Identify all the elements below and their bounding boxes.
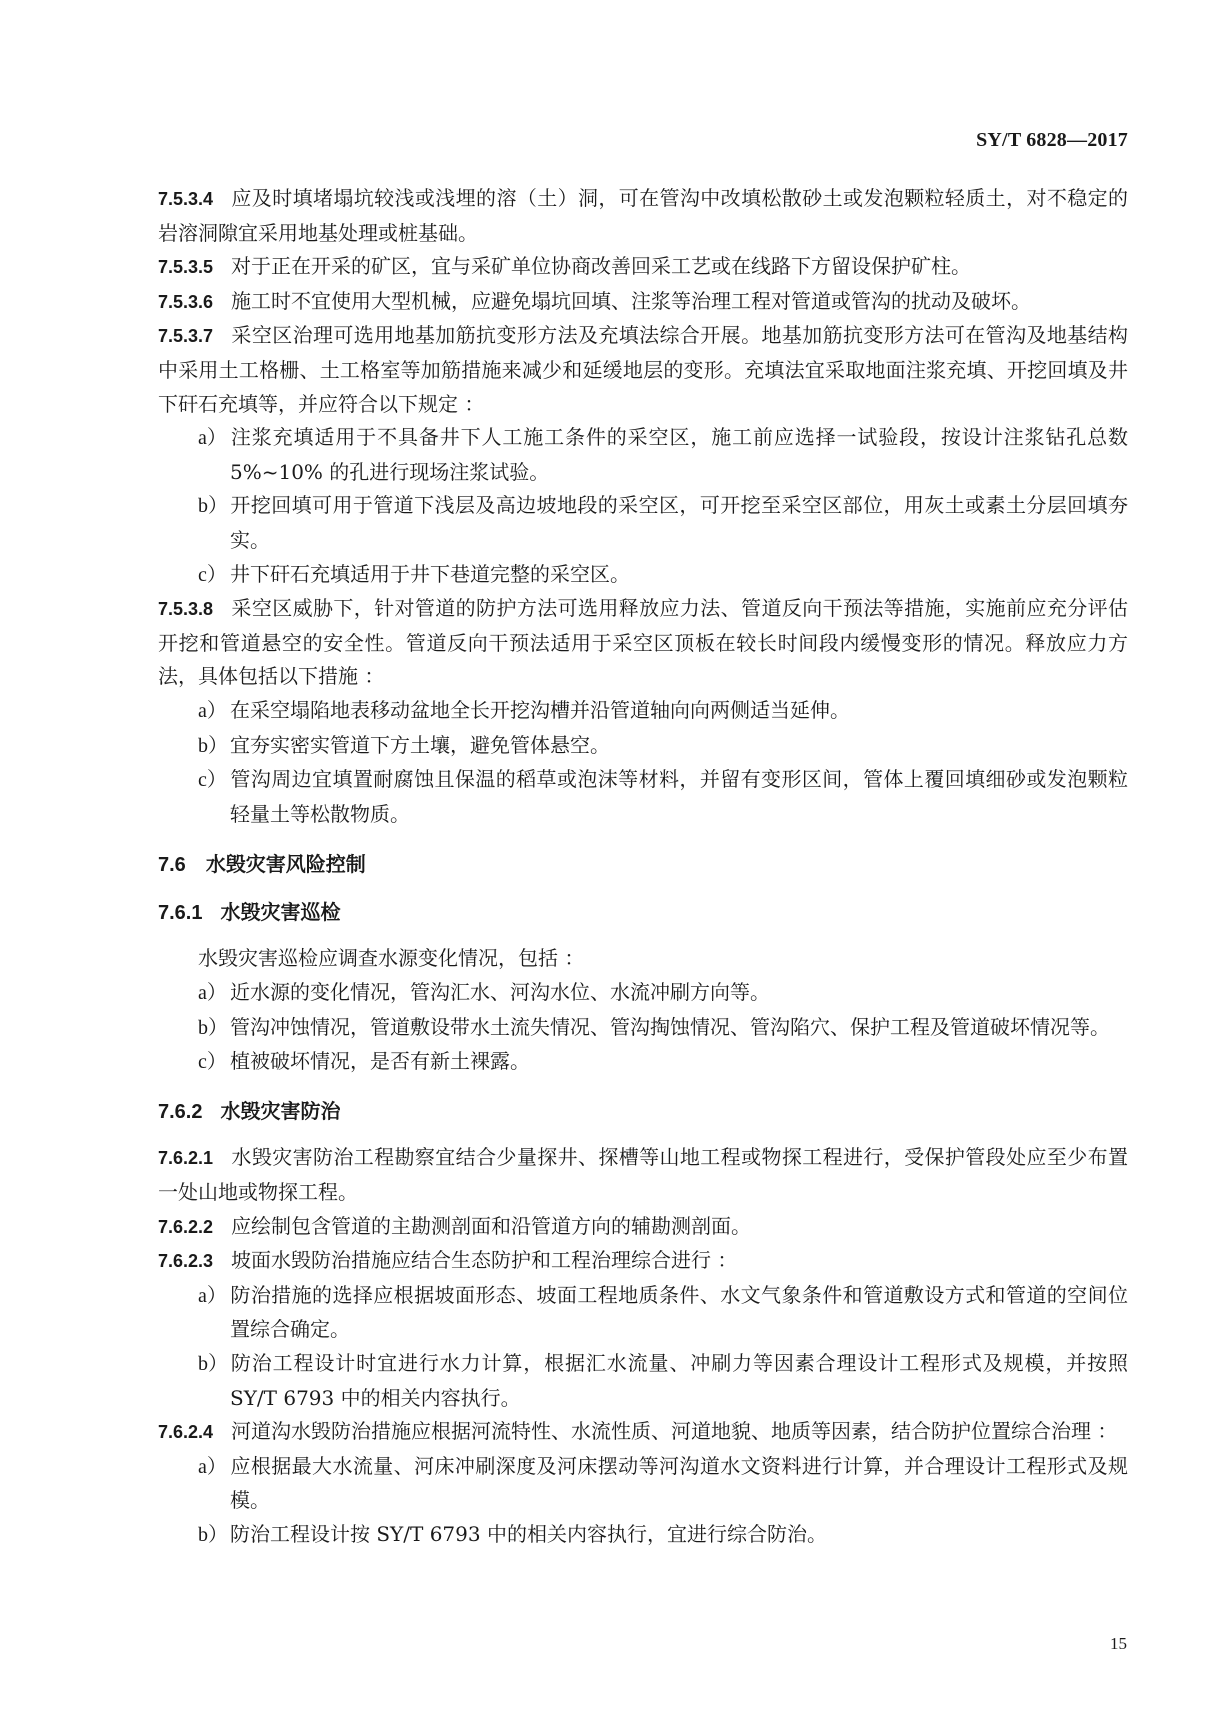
item-label: a）	[198, 427, 227, 450]
page-number: 15	[1110, 1634, 1127, 1653]
item-text: 植被破坏情况，是否有新土裸露。	[230, 1049, 530, 1074]
item-label: b）	[198, 1523, 228, 1546]
item-label: b）	[198, 1016, 228, 1039]
item-label: a）	[198, 1455, 227, 1478]
section-title: 水毁灾害防治	[220, 1100, 341, 1123]
item-text: 注浆充填适用于不具备井下人工施工条件的采空区，施工前应选择一试验段，按设计注浆钻孔总数 5%~10% 的孔进行现场注浆试验。	[230, 425, 1128, 484]
clause-7534	[158, 182, 1128, 250]
item-label: c）	[198, 769, 227, 792]
clause-7538	[158, 592, 1128, 694]
clause-7623	[158, 1244, 1128, 1279]
section-number: 7.6	[158, 854, 186, 877]
list-item	[158, 694, 1128, 729]
clause-text: 对于正在开采的矿区，宜与采矿单位协商改善回采工艺或在线路下方留设保护矿柱。	[231, 254, 972, 279]
section-title: 水毁灾害风险控制	[205, 854, 366, 877]
clause-number: 7.5.3.5	[158, 257, 214, 278]
list-item	[158, 729, 1128, 764]
item-label: b）	[198, 495, 228, 518]
clause-text: 施工时不宜使用大型机械，应避免塌坑回填、注浆等治理工程对管道或管沟的扰动及破坏。	[231, 288, 1032, 313]
document-code: SY/T 6828—2017	[976, 129, 1128, 151]
section-heading-762	[158, 1096, 1128, 1130]
clause-number: 7.6.2.2	[158, 1216, 214, 1237]
list-item	[158, 1011, 1128, 1046]
item-text: 宜夯实密实管道下方土壤，避免管体悬空。	[230, 732, 610, 757]
list-item	[158, 1518, 1128, 1553]
clause-text: 河道沟水毁防治措施应根据河流特性、水流性质、河道地貌、地质等因素，结合防护位置综合治理 ：	[231, 1419, 1118, 1444]
clause-text: 采空区威胁下，针对管道的防护方法可选用释放应力法、管道反向干预法等措施，实施前应充分评估开挖和管道悬空的安全性。管道反向干预法适用于采空区顶板在较长时间段内缓慢变形的情况。释放应力方法，具体包括以下措施 ：	[158, 596, 1128, 689]
page-content	[158, 182, 1128, 1553]
list-item	[158, 1450, 1128, 1518]
section-number: 7.6.2	[158, 1100, 203, 1123]
clause-number: 7.6.2.1	[158, 1148, 214, 1169]
clause-number: 7.6.2.3	[158, 1251, 214, 1272]
clause-7537	[158, 319, 1128, 421]
clause-text: 采空区治理可选用地基加筋抗变形方法及充填法综合开展。地基加筋抗变形方法可在管沟及地基结构中采用土工格栅、土工格室等加筋措施来减少和延缓地层的变形。充填法宜采取地面注浆充填、开挖回填及井下矸石充填等，并应符合以下规定 ：	[158, 323, 1128, 416]
list-item	[158, 1279, 1128, 1347]
clause-7621	[158, 1141, 1128, 1209]
clause-7624	[158, 1415, 1128, 1450]
item-label: b）	[198, 734, 228, 757]
item-label: a）	[198, 982, 227, 1005]
item-text: 管沟冲蚀情况，管道敷设带水土流失情况、管沟掏蚀情况、管沟陷穴、保护工程及管道破坏情况等。	[230, 1014, 1110, 1039]
section-number: 7.6.1	[158, 901, 203, 924]
list-item	[158, 558, 1128, 593]
clause-number: 7.5.3.8	[158, 599, 214, 620]
section-heading-76	[158, 849, 1128, 883]
item-text: 在采空塌陷地表移动盆地全长开挖沟槽并沿管道轴向向两侧适当延伸。	[230, 697, 850, 722]
clause-text: 应及时填堵塌坑较浅或浅埋的溶（土）洞，可在管沟中改填松散砂土或发泡颗粒轻质土，对不稳定的岩溶洞隙宜采用地基处理或桩基础。	[158, 186, 1128, 245]
clause-7622	[158, 1210, 1128, 1245]
section-heading-761	[158, 897, 1128, 931]
item-text: 近水源的变化情况，管沟汇水、河沟水位、水流冲刷方向等。	[230, 980, 770, 1005]
clause-number: 7.5.3.6	[158, 291, 214, 312]
clause-7536	[158, 285, 1128, 320]
list-item	[158, 976, 1128, 1011]
clause-number: 7.5.3.4	[158, 189, 214, 209]
list-item	[158, 1347, 1128, 1415]
item-text: 防治工程设计时宜进行水力计算，根据汇水流量、冲刷力等因素合理设计工程形式及规模，并按照 SY/T 6793 中的相关内容执行。	[230, 1351, 1128, 1410]
clause-7535	[158, 250, 1128, 285]
item-text: 管沟周边宜填置耐腐蚀且保温的稻草或泡沫等材料，并留有变形区间，管体上覆回填细砂或发泡颗粒轻量土等松散物质。	[230, 767, 1128, 826]
item-text: 防治工程设计按 SY/T 6793 中的相关内容执行，宜进行综合防治。	[230, 1521, 827, 1546]
item-label: c）	[198, 1051, 227, 1074]
clause-number: 7.6.2.4	[158, 1422, 214, 1443]
clause-text: 坡面水毁防治措施应结合生态防护和工程治理综合进行 ：	[231, 1248, 738, 1273]
item-label: a）	[198, 1284, 227, 1307]
item-label: c）	[198, 563, 227, 586]
item-text: 开挖回填可用于管道下浅层及高边坡地段的采空区，可开挖至采空区部位，用灰土或素土分层回填夯实。	[230, 493, 1128, 552]
item-label: a）	[198, 699, 227, 722]
list-item	[158, 421, 1128, 489]
item-text: 防治措施的选择应根据坡面形态、坡面工程地质条件、水文气象条件和管道敷设方式和管道的空间位置综合确定。	[230, 1282, 1128, 1342]
item-text: 应根据最大水流量、河床冲刷深度及河床摆动等河沟道水文资料进行计算，并合理设计工程形式及规模。	[230, 1453, 1128, 1513]
clause-text: 水毁灾害防治工程勘察宜结合少量探井、探槽等山地工程或物探工程进行，受保护管段处应至少布置一处山地或物探工程。	[158, 1145, 1128, 1205]
list-item	[158, 1045, 1128, 1080]
list-item	[158, 763, 1128, 831]
item-text: 井下矸石充填适用于井下巷道完整的采空区。	[230, 561, 630, 586]
clause-number: 7.5.3.7	[158, 326, 214, 347]
list-item	[158, 489, 1128, 557]
item-label: b）	[198, 1353, 228, 1375]
section-title: 水毁灾害巡检	[220, 901, 341, 924]
intro-paragraph: 水毁灾害巡检应调查水源变化情况，包括 ：	[198, 946, 585, 971]
clause-text: 应绘制包含管道的主勘测剖面和沿管道方向的辅勘测剖面。	[231, 1213, 752, 1238]
